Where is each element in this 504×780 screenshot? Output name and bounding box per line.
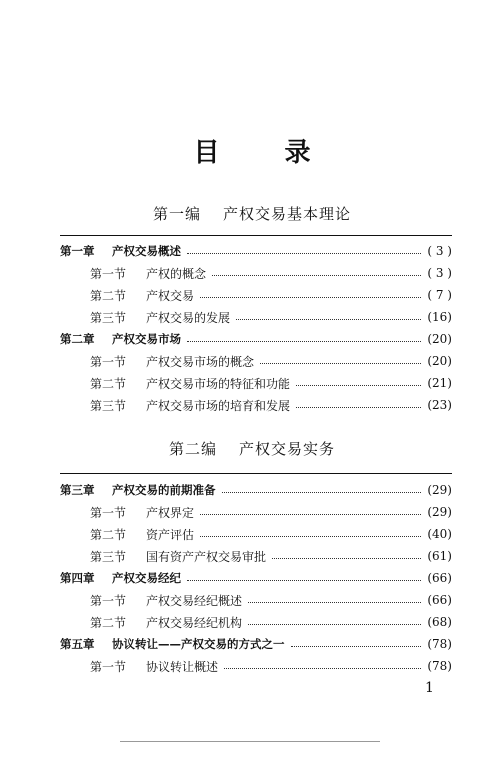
entry-page: (23) — [427, 398, 452, 412]
entry-title: 产权交易的前期准备 — [112, 483, 216, 497]
leader-dots — [200, 296, 421, 298]
toc-chapter-3[interactable]: 第三章 产权交易的前期准备 (29) — [60, 483, 452, 497]
leader-dots — [272, 557, 421, 559]
entry-title: 国有资产产权交易审批 — [146, 549, 267, 564]
entry-page: (29) — [427, 505, 452, 519]
leader-dots — [224, 667, 421, 669]
toc-section[interactable]: 第二节 产权交易市场的特征和功能 (21) — [90, 376, 452, 391]
part-heading-1 — [0, 203, 504, 224]
toc-section[interactable]: 第三节 产权交易市场的培育和发展 (23) — [90, 398, 452, 413]
toc-chapter-4[interactable]: 第四章 产权交易经纪 (66) — [60, 571, 452, 585]
entry-page: (78) — [427, 637, 452, 651]
leader-dots — [296, 384, 421, 386]
toc-section[interactable]: 第三节 产权交易的发展 (16) — [90, 310, 452, 325]
leader-dots — [248, 601, 421, 603]
leader-dots — [260, 362, 421, 364]
entry-page: (20) — [427, 354, 452, 368]
entry-page: (66) — [427, 593, 452, 607]
entry-title: 产权界定 — [146, 505, 195, 520]
entry-title: 产权交易概述 — [112, 244, 181, 258]
part-name: 产权交易实务 — [239, 440, 336, 458]
entry-title: 产权交易经纪 — [112, 571, 181, 585]
entry-page: ( 7 ) — [427, 288, 452, 302]
entry-title: 资产评估 — [146, 527, 195, 542]
entry-title: 产权交易 — [146, 288, 195, 303]
toc-chapter-5[interactable]: 第五章 协议转让——产权交易的方式之一 (78) — [60, 637, 452, 651]
toc-section[interactable]: 第一节 产权交易市场的概念 (20) — [90, 354, 452, 369]
entry-page: (68) — [427, 615, 452, 629]
entry-title: 产权交易市场的概念 — [146, 354, 255, 369]
leader-dots — [236, 318, 421, 320]
entry-page: (61) — [427, 549, 452, 563]
toc-section[interactable]: 第二节 资产评估 (40) — [90, 527, 452, 542]
toc-section[interactable]: 第一节 协议转让概述 (78) — [90, 659, 452, 674]
entry-title: 协议转让概述 — [146, 659, 219, 674]
toc-chapter-1[interactable]: 第一章 产权交易概述 ( 3 ) — [60, 244, 452, 258]
entry-page: ( 3 ) — [427, 266, 452, 280]
leader-dots — [187, 252, 421, 254]
toc-chapter-2[interactable]: 第二章 产权交易市场 (20) — [60, 332, 452, 346]
leader-dots — [200, 513, 421, 515]
entry-page: (66) — [427, 571, 452, 585]
part-divider — [60, 473, 452, 474]
entry-page: (78) — [427, 659, 452, 673]
entry-title: 产权交易的发展 — [146, 310, 231, 325]
toc-title: 目 录 — [193, 138, 339, 168]
part-label: 第二编 — [168, 440, 217, 458]
entry-title: 产权交易经纪概述 — [146, 593, 243, 608]
toc-section[interactable]: 第二节 产权交易 ( 7 ) — [90, 288, 452, 303]
leader-dots — [296, 406, 421, 408]
entry-title: 协议转让——产权交易的方式之一 — [112, 637, 285, 651]
leader-dots — [212, 274, 421, 276]
scan-artifact-line — [120, 741, 380, 742]
part-label: 第一编 — [152, 205, 201, 223]
toc-section[interactable]: 第三节 国有资产产权交易审批 (61) — [90, 549, 452, 564]
toc-section[interactable]: 第一节 产权的概念 ( 3 ) — [90, 266, 452, 281]
page-number: 1 — [425, 680, 434, 696]
leader-dots — [187, 340, 421, 342]
entry-title: 产权交易经纪机构 — [146, 615, 243, 630]
entry-page: (16) — [427, 310, 452, 324]
leader-dots — [222, 491, 422, 493]
toc-section[interactable]: 第二节 产权交易经纪机构 (68) — [90, 615, 452, 630]
toc-section[interactable]: 第一节 产权交易经纪概述 (66) — [90, 593, 452, 608]
entry-title: 产权交易市场的特征和功能 — [146, 376, 291, 391]
leader-dots — [291, 645, 422, 647]
entry-title: 产权交易市场 — [112, 332, 181, 346]
toc-section[interactable]: 第一节 产权界定 (29) — [90, 505, 452, 520]
part-divider — [60, 235, 452, 236]
entry-page: (40) — [427, 527, 452, 541]
entry-page: ( 3 ) — [427, 244, 452, 258]
part-heading-2 — [0, 438, 504, 459]
entry-page: (20) — [427, 332, 452, 346]
leader-dots — [248, 623, 421, 625]
part-name: 产权交易基本理论 — [223, 205, 352, 223]
entry-page: (21) — [427, 376, 452, 390]
leader-dots — [200, 535, 421, 537]
entry-title: 产权的概念 — [146, 266, 207, 281]
entry-page: (29) — [427, 483, 452, 497]
entry-title: 产权交易市场的培育和发展 — [146, 398, 291, 413]
leader-dots — [187, 579, 421, 581]
